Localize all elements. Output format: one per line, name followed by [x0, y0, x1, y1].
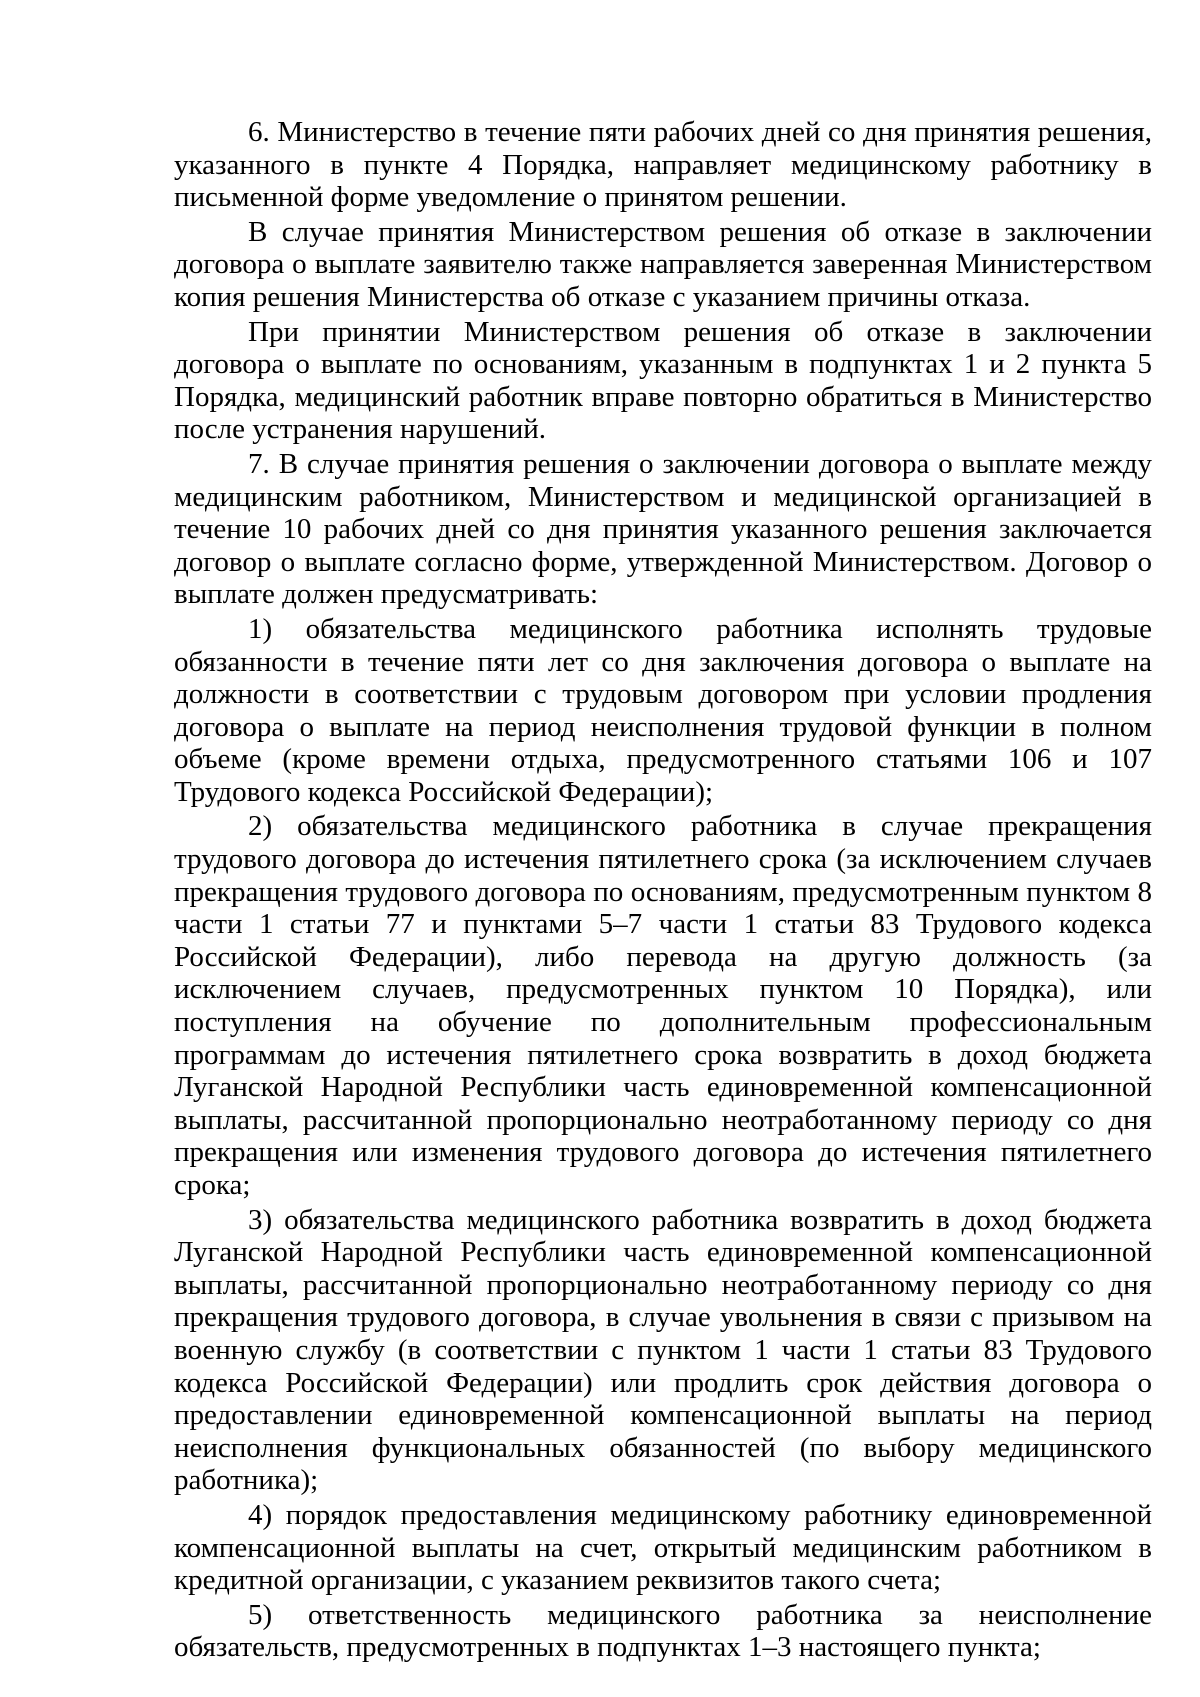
paragraph-7: 7. В случае принятия решения о заключении договора о выплате между медицинским работником, Министерством и медицинской организацией в течение 10 рабочих дней со дня принятия указанного решения заключается договор о выплате согласно форме, утвержденной Министерством. Договор о выплате должен предусматривать: [174, 447, 1152, 611]
paragraph-reapply: При принятии Министерством решения об отказе в заключении договора о выплате по основаниям, указанным в подпунктах 1 и 2 пункта 5 Порядка, медицинский работник вправе повторно обратиться в Министерство после устранения нарушений. [174, 315, 1152, 446]
subitem-4: 4) порядок предоставления медицинскому работнику единовременной компенсационной выплаты на счет, открытый медицинским работником в кредитной организации, с указанием реквизитов такого счета; [174, 1498, 1152, 1597]
subitem-1: 1) обязательства медицинского работника исполнять трудовые обязанности в течение пяти лет со дня заключения договора о выплате на должности в соответствии с трудовым договором при условии продления договора о выплате на период неисполнения трудовой функции в полном объеме (кроме времени отдыха, предусмотренного статьями 106 и 107 Трудового кодекса Российской Федерации); [174, 612, 1152, 808]
document-page [174, 116, 1152, 1664]
paragraph-6: 6. Министерство в течение пяти рабочих дней со дня принятия решения, указанного в пункте 4 Порядка, направляет медицинскому работнику в письменной форме уведомление о принятом решении. [174, 116, 1152, 214]
subitem-3: 3) обязательства медицинского работника возвратить в доход бюджета Луганской Народной Республики часть единовременной компенсационной выплаты, рассчитанной пропорционально неотработанному периоду со дня прекращения трудового договора, в случае увольнения в связи с призывом на военную службу (в соответствии с пунктом 1 части 1 статьи 83 Трудового кодекса Российской Федерации) или продлить срок действия договора о предоставлении единовременной компенсационной выплаты на период неисполнения функциональных обязанностей (по выбору медицинского работника); [174, 1203, 1152, 1497]
subitem-5: 5) ответственность медицинского работника за неисполнение обязательств, предусмотренных в подпунктах 1–3 настоящего пункта; [174, 1598, 1152, 1664]
subitem-2: 2) обязательства медицинского работника в случае прекращения трудового договора до истечения пятилетнего срока (за исключением случаев прекращения трудового договора по основаниям, предусмотренным пунктом 8 части 1 статьи 77 и пунктами 5–7 части 1 статьи 83 Трудового кодекса Российской Федерации), либо перевода на другую должность (за исключением случаев, предусмотренных пунктом 10 Порядка), или поступления на обучение по дополнительным профессиональным программам до истечения пятилетнего срока возвратить в доход бюджета Луганской Народной Республики часть единовременной компенсационной выплаты, рассчитанной пропорционально неотработанному периоду со дня прекращения или изменения трудового договора до истечения пятилетнего срока; [174, 810, 1152, 1201]
paragraph-refusal-copy: В случае принятия Министерством решения об отказе в заключении договора о выплате заявителю также направляется заверенная Министерством копия решения Министерства об отказе с указанием причины отказа. [174, 215, 1152, 313]
